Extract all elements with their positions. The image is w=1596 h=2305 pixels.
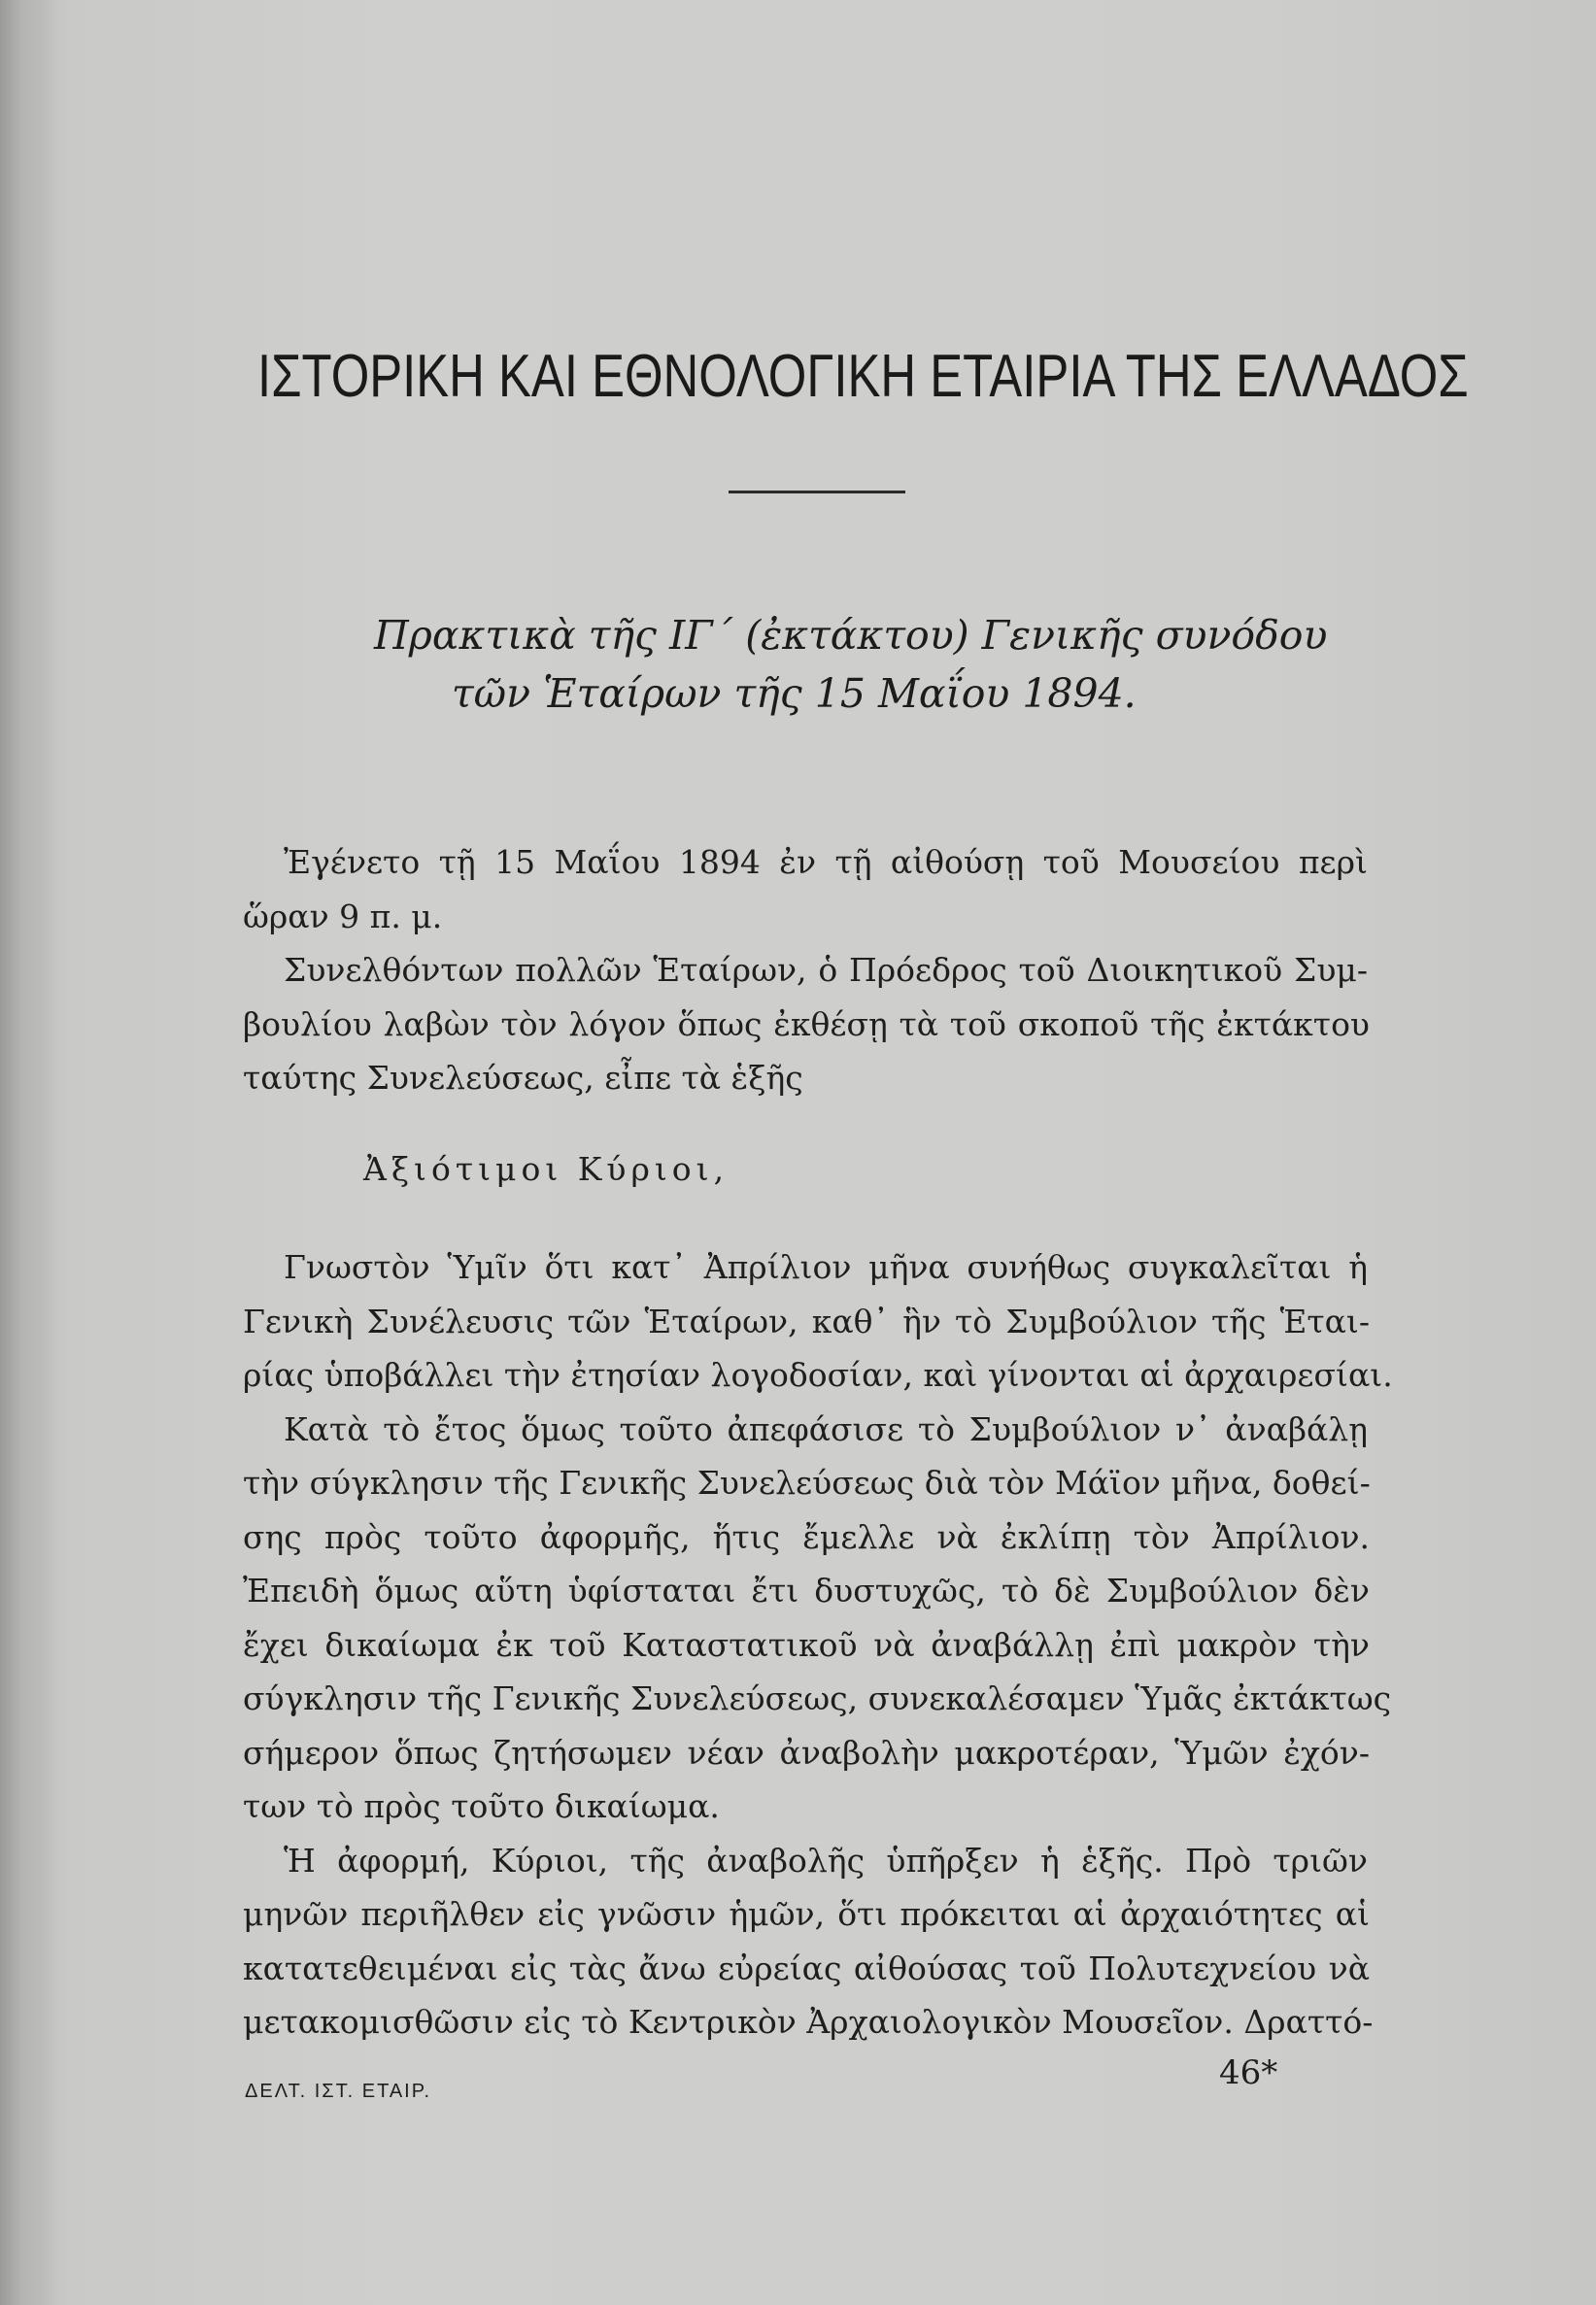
body-line: σης πρὸς τοῦτο ἀφορμῆς, ἥτις ἔμελλε νὰ ἐκλίπῃ τὸν Ἀπρίλιον. xyxy=(243,1518,1370,1556)
body-line: Ἐγένετο τῇ 15 Μαΐου 1894 ἐν τῇ αἰθούσῃ τοῦ Μουσείου περὶ xyxy=(284,843,1368,881)
body-line: Συνελθόντων πολλῶν Ἑταίρων, ὁ Πρόεδρος τοῦ Διοικητικοῦ Συμ- xyxy=(284,951,1368,989)
body-line: κατατεθειμέναι εἰς τὰς ἄνω εὐρείας αἰθούσας τοῦ Πολυτεχνείου νὰ xyxy=(243,1949,1370,1987)
body-line: Γνωστὸν Ὑμῖν ὅτι κατ᾽ Ἀπρίλιον μῆνα συνήθως συγκαλεῖται ἡ xyxy=(284,1248,1368,1286)
body-line: ὥραν 9 π. μ. xyxy=(243,898,443,935)
body-line: ταύτης Συνελεύσεως, εἶπε τὰ ἑξῆς xyxy=(243,1059,803,1097)
body-line: Γενικὴ Συνέλευσις τῶν Ἑταίρων, καθ᾽ ἣν τὸ Συμβούλιον τῆς Ἑται- xyxy=(243,1303,1370,1340)
subtitle-line-1: Πρακτικὰ τῆς ΙΓ΄ (ἐκτάκτου) Γενικῆς συνόδου xyxy=(374,612,1328,659)
title-divider xyxy=(729,491,905,493)
footer-sheet-number: 46* xyxy=(1219,2053,1278,2092)
book-spine-shadow xyxy=(0,0,56,2305)
page-title: ΙΣΤΟΡΙΚΗ ΚΑΙ ΕΘΝΟΛΟΓΙΚΗ ΕΤΑΙΡΙΑ ΤΗΣ ΕΛΛΑΔΟΣ xyxy=(257,343,1469,410)
body-line: σήμερον ὅπως ζητήσωμεν νέαν ἀναβολὴν μακροτέραν, Ὑμῶν ἐχόν- xyxy=(243,1734,1370,1772)
body-line: μετακομισθῶσιν εἰς τὸ Κεντρικὸν Ἀρχαιολογικὸν Μουσεῖον. Δραττό- xyxy=(243,2003,1374,2041)
body-line: μηνῶν περιῆλθεν εἰς γνῶσιν ἡμῶν, ὅτι πρόκειται αἱ ἀρχαιότητες αἱ xyxy=(243,1895,1370,1933)
body-line: σύγκλησιν τῆς Γενικῆς Συνελεύσεως, συνεκαλέσαμεν Ὑμᾶς ἐκτάκτως xyxy=(243,1679,1392,1717)
body-line: ρίας ὑποβάλλει τὴν ἐτησίαν λογοδοσίαν, καὶ γίνονται αἱ ἀρχαιρεσίαι. xyxy=(243,1356,1393,1394)
body-line: Ἐπειδὴ ὅμως αὕτη ὑφίσταται ἔτι δυστυχῶς, τὸ δὲ Συμβούλιον δὲν xyxy=(243,1572,1370,1610)
body-line: βουλίου λαβὼν τὸν λόγον ὅπως ἐκθέσῃ τὰ τοῦ σκοποῦ τῆς ἐκτάκτου xyxy=(243,1005,1370,1043)
body-line: Κατὰ τὸ ἔτος ὅμως τοῦτο ἀπεφάσισε τὸ Συμβούλιον ν᾽ ἀναβάλῃ xyxy=(284,1410,1368,1448)
body-line: τὴν σύγκλησιν τῆς Γενικῆς Συνελεύσεως διὰ τὸν Μάϊον μῆνα, δοθεί- xyxy=(243,1464,1371,1502)
body-line: ἔχει δικαίωμα ἐκ τοῦ Καταστατικοῦ νὰ ἀναβάλλῃ ἐπὶ μακρὸν τὴν xyxy=(243,1626,1370,1664)
body-line: των τὸ πρὸς τοῦτο δικαίωμα. xyxy=(243,1787,720,1825)
footer-signature: ΔΕΛΤ. ΙΣΤ. ΕΤΑΙΡ. xyxy=(245,2081,432,2102)
subtitle-line-2: τῶν Ἑταίρων τῆς 15 Μαΐου 1894. xyxy=(452,670,1137,717)
body-line: Ἡ ἀφορμή, Κύριοι, τῆς ἀναβολῆς ὑπῆρξεν ἡ ἑξῆς. Πρὸ τριῶν xyxy=(284,1842,1368,1880)
salutation: Ἀξιότιμοι Κύριοι, xyxy=(363,1150,730,1188)
